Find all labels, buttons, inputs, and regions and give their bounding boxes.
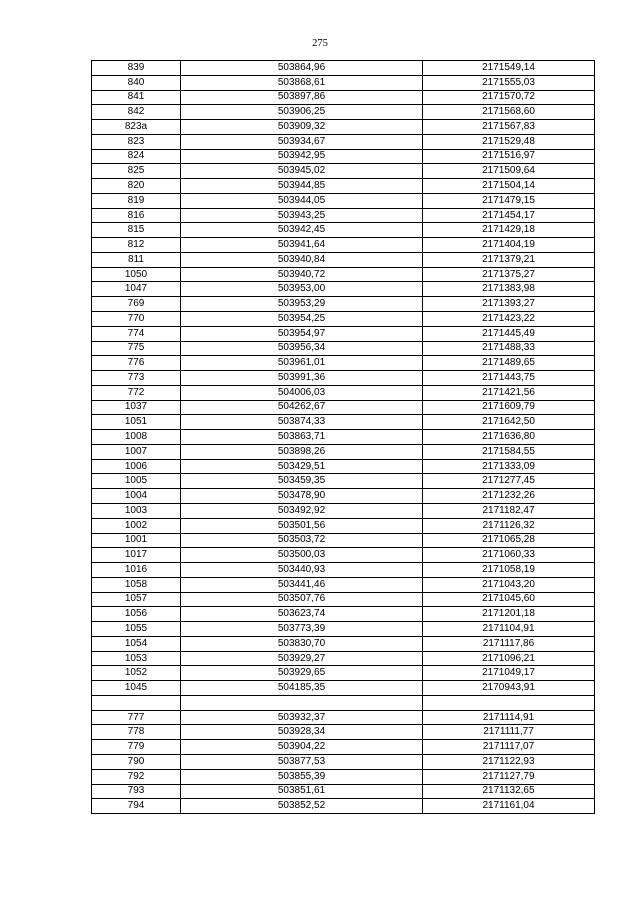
x-coordinate-cell: 503928,34 — [181, 725, 423, 740]
point-number-cell: 1017 — [92, 548, 181, 563]
y-coordinate-cell: 2171232,26 — [423, 489, 595, 504]
y-coordinate-cell: 2171516,97 — [423, 149, 595, 164]
table-row — [92, 503, 595, 518]
point-number-cell: 790 — [92, 754, 181, 769]
table-row — [92, 385, 595, 400]
x-coordinate-cell: 503954,97 — [181, 326, 423, 341]
point-number-cell: 775 — [92, 341, 181, 356]
x-coordinate-cell: 503944,05 — [181, 193, 423, 208]
point-number-cell: 1004 — [92, 489, 181, 504]
y-coordinate-cell: 2171479,15 — [423, 193, 595, 208]
x-coordinate-cell: 503929,27 — [181, 651, 423, 666]
x-coordinate-cell: 503945,02 — [181, 164, 423, 179]
y-coordinate-cell: 2171043,20 — [423, 577, 595, 592]
coordinates-table-body — [92, 61, 595, 814]
point-number-cell — [92, 695, 181, 710]
x-coordinate-cell: 503852,52 — [181, 799, 423, 814]
table-row — [92, 489, 595, 504]
x-coordinate-cell: 503851,61 — [181, 784, 423, 799]
x-coordinate-cell: 503441,46 — [181, 577, 423, 592]
x-coordinate-cell: 503868,61 — [181, 75, 423, 90]
y-coordinate-cell: 2171504,14 — [423, 179, 595, 194]
x-coordinate-cell: 503953,29 — [181, 297, 423, 312]
point-number-cell: 811 — [92, 252, 181, 267]
x-coordinate-cell: 503943,25 — [181, 208, 423, 223]
table-row — [92, 754, 595, 769]
table-row — [92, 518, 595, 533]
y-coordinate-cell: 2171045,60 — [423, 592, 595, 607]
point-number-cell: 823 — [92, 134, 181, 149]
point-number-cell: 1052 — [92, 666, 181, 681]
table-row — [92, 356, 595, 371]
y-coordinate-cell: 2171393,27 — [423, 297, 595, 312]
table-row — [92, 297, 595, 312]
table-row — [92, 341, 595, 356]
table-row — [92, 134, 595, 149]
x-coordinate-cell: 503897,86 — [181, 90, 423, 105]
point-number-cell: 820 — [92, 179, 181, 194]
y-coordinate-cell: 2171111,77 — [423, 725, 595, 740]
point-number-cell: 1053 — [92, 651, 181, 666]
y-coordinate-cell: 2171489,65 — [423, 356, 595, 371]
y-coordinate-cell: 2171404,19 — [423, 238, 595, 253]
table-row — [92, 740, 595, 755]
y-coordinate-cell: 2170943,91 — [423, 681, 595, 696]
x-coordinate-cell — [181, 695, 423, 710]
table-row — [92, 784, 595, 799]
x-coordinate-cell: 503500,03 — [181, 548, 423, 563]
table-row — [92, 105, 595, 120]
x-coordinate-cell: 503501,56 — [181, 518, 423, 533]
point-number-cell: 825 — [92, 164, 181, 179]
x-coordinate-cell: 503773,39 — [181, 622, 423, 637]
table-row — [92, 533, 595, 548]
page-number: 275 — [312, 38, 328, 49]
x-coordinate-cell: 503940,72 — [181, 267, 423, 282]
point-number-cell: 779 — [92, 740, 181, 755]
x-coordinate-cell: 503503,72 — [181, 533, 423, 548]
x-coordinate-cell: 504262,67 — [181, 400, 423, 415]
y-coordinate-cell: 2171117,07 — [423, 740, 595, 755]
table-row — [92, 459, 595, 474]
y-coordinate-cell: 2171096,21 — [423, 651, 595, 666]
x-coordinate-cell: 503830,70 — [181, 636, 423, 651]
point-number-cell: 812 — [92, 238, 181, 253]
x-coordinate-cell: 504185,35 — [181, 681, 423, 696]
y-coordinate-cell: 2171122,93 — [423, 754, 595, 769]
table-row — [92, 695, 595, 710]
table-row — [92, 326, 595, 341]
y-coordinate-cell: 2171117,86 — [423, 636, 595, 651]
x-coordinate-cell: 503944,85 — [181, 179, 423, 194]
table-row — [92, 725, 595, 740]
point-number-cell: 1054 — [92, 636, 181, 651]
x-coordinate-cell: 503855,39 — [181, 769, 423, 784]
x-coordinate-cell: 503623,74 — [181, 607, 423, 622]
y-coordinate-cell: 2171114,91 — [423, 710, 595, 725]
point-number-cell: 1008 — [92, 430, 181, 445]
point-number-cell: 777 — [92, 710, 181, 725]
table-row — [92, 179, 595, 194]
y-coordinate-cell: 2171201,18 — [423, 607, 595, 622]
y-coordinate-cell: 2171127,79 — [423, 769, 595, 784]
y-coordinate-cell: 2171379,21 — [423, 252, 595, 267]
point-number-cell: 1047 — [92, 282, 181, 297]
y-coordinate-cell: 2171065,28 — [423, 533, 595, 548]
y-coordinate-cell: 2171182,47 — [423, 503, 595, 518]
y-coordinate-cell: 2171549,14 — [423, 61, 595, 76]
point-number-cell: 840 — [92, 75, 181, 90]
y-coordinate-cell: 2171423,22 — [423, 312, 595, 327]
y-coordinate-cell: 2171443,75 — [423, 371, 595, 386]
x-coordinate-cell: 503440,93 — [181, 563, 423, 578]
y-coordinate-cell: 2171555,03 — [423, 75, 595, 90]
x-coordinate-cell: 503459,35 — [181, 474, 423, 489]
x-coordinate-cell: 503864,96 — [181, 61, 423, 76]
point-number-cell: 1055 — [92, 622, 181, 637]
point-number-cell: 1005 — [92, 474, 181, 489]
table-row — [92, 799, 595, 814]
y-coordinate-cell: 2171488,33 — [423, 341, 595, 356]
y-coordinate-cell: 2171429,18 — [423, 223, 595, 238]
y-coordinate-cell: 2171636,80 — [423, 430, 595, 445]
table-row — [92, 474, 595, 489]
point-number-cell: 778 — [92, 725, 181, 740]
x-coordinate-cell: 503961,01 — [181, 356, 423, 371]
y-coordinate-cell: 2171383,98 — [423, 282, 595, 297]
point-number-cell: 1057 — [92, 592, 181, 607]
table-row — [92, 267, 595, 282]
y-coordinate-cell: 2171375,27 — [423, 267, 595, 282]
table-row — [92, 223, 595, 238]
x-coordinate-cell: 503991,36 — [181, 371, 423, 386]
y-coordinate-cell: 2171509,64 — [423, 164, 595, 179]
y-coordinate-cell: 2171161,04 — [423, 799, 595, 814]
point-number-cell: 1002 — [92, 518, 181, 533]
x-coordinate-cell: 503904,22 — [181, 740, 423, 755]
y-coordinate-cell: 2171049,17 — [423, 666, 595, 681]
table-row — [92, 75, 595, 90]
table-row — [92, 563, 595, 578]
point-number-cell: 772 — [92, 385, 181, 400]
x-coordinate-cell: 503478,90 — [181, 489, 423, 504]
x-coordinate-cell: 503874,33 — [181, 415, 423, 430]
table-row — [92, 252, 595, 267]
point-number-cell: 774 — [92, 326, 181, 341]
y-coordinate-cell: 2171104,91 — [423, 622, 595, 637]
x-coordinate-cell: 503863,71 — [181, 430, 423, 445]
point-number-cell: 842 — [92, 105, 181, 120]
x-coordinate-cell: 503934,67 — [181, 134, 423, 149]
x-coordinate-cell: 503953,00 — [181, 282, 423, 297]
point-number-cell: 1058 — [92, 577, 181, 592]
table-row — [92, 636, 595, 651]
point-number-cell: 1051 — [92, 415, 181, 430]
table-row — [92, 592, 595, 607]
table-row — [92, 164, 595, 179]
x-coordinate-cell: 503942,95 — [181, 149, 423, 164]
y-coordinate-cell: 2171421,56 — [423, 385, 595, 400]
table-row — [92, 400, 595, 415]
table-row — [92, 651, 595, 666]
table-row — [92, 282, 595, 297]
table-row — [92, 61, 595, 76]
point-number-cell: 1045 — [92, 681, 181, 696]
table-row — [92, 607, 595, 622]
x-coordinate-cell: 503898,26 — [181, 444, 423, 459]
table-row — [92, 548, 595, 563]
point-number-cell: 823a — [92, 120, 181, 135]
point-number-cell: 819 — [92, 193, 181, 208]
point-number-cell: 1006 — [92, 459, 181, 474]
table-row — [92, 769, 595, 784]
point-number-cell: 1050 — [92, 267, 181, 282]
point-number-cell: 816 — [92, 208, 181, 223]
table-row — [92, 710, 595, 725]
table-row — [92, 371, 595, 386]
x-coordinate-cell: 503429,51 — [181, 459, 423, 474]
point-number-cell: 1007 — [92, 444, 181, 459]
x-coordinate-cell: 503507,76 — [181, 592, 423, 607]
point-number-cell: 841 — [92, 90, 181, 105]
table-row — [92, 312, 595, 327]
table-row — [92, 149, 595, 164]
y-coordinate-cell: 2171445,49 — [423, 326, 595, 341]
y-coordinate-cell: 2171058,19 — [423, 563, 595, 578]
x-coordinate-cell: 503909,32 — [181, 120, 423, 135]
point-number-cell: 776 — [92, 356, 181, 371]
y-coordinate-cell: 2171333,09 — [423, 459, 595, 474]
x-coordinate-cell: 503956,34 — [181, 341, 423, 356]
table-row — [92, 120, 595, 135]
table-row — [92, 622, 595, 637]
x-coordinate-cell: 503929,65 — [181, 666, 423, 681]
table-row — [92, 415, 595, 430]
point-number-cell: 1003 — [92, 503, 181, 518]
coordinates-table — [91, 60, 595, 814]
x-coordinate-cell: 503932,37 — [181, 710, 423, 725]
table-row — [92, 208, 595, 223]
x-coordinate-cell: 503906,25 — [181, 105, 423, 120]
y-coordinate-cell: 2171277,45 — [423, 474, 595, 489]
point-number-cell: 1037 — [92, 400, 181, 415]
y-coordinate-cell — [423, 695, 595, 710]
point-number-cell: 773 — [92, 371, 181, 386]
y-coordinate-cell: 2171132,65 — [423, 784, 595, 799]
point-number-cell: 770 — [92, 312, 181, 327]
point-number-cell: 1016 — [92, 563, 181, 578]
x-coordinate-cell: 503940,84 — [181, 252, 423, 267]
point-number-cell: 815 — [92, 223, 181, 238]
table-row — [92, 444, 595, 459]
table-row — [92, 666, 595, 681]
point-number-cell: 1056 — [92, 607, 181, 622]
point-number-cell: 769 — [92, 297, 181, 312]
point-number-cell: 1001 — [92, 533, 181, 548]
y-coordinate-cell: 2171454,17 — [423, 208, 595, 223]
x-coordinate-cell: 503877,53 — [181, 754, 423, 769]
y-coordinate-cell: 2171568,60 — [423, 105, 595, 120]
table-row — [92, 681, 595, 696]
point-number-cell: 824 — [92, 149, 181, 164]
table-row — [92, 238, 595, 253]
y-coordinate-cell: 2171060,33 — [423, 548, 595, 563]
x-coordinate-cell: 503941,64 — [181, 238, 423, 253]
point-number-cell: 794 — [92, 799, 181, 814]
table-row — [92, 577, 595, 592]
table-row — [92, 90, 595, 105]
table-row — [92, 430, 595, 445]
table-row — [92, 193, 595, 208]
y-coordinate-cell: 2171584,55 — [423, 444, 595, 459]
y-coordinate-cell: 2171126,32 — [423, 518, 595, 533]
y-coordinate-cell: 2171609,79 — [423, 400, 595, 415]
point-number-cell: 793 — [92, 784, 181, 799]
y-coordinate-cell: 2171642,50 — [423, 415, 595, 430]
y-coordinate-cell: 2171529,48 — [423, 134, 595, 149]
x-coordinate-cell: 503942,45 — [181, 223, 423, 238]
x-coordinate-cell: 503492,92 — [181, 503, 423, 518]
point-number-cell: 839 — [92, 61, 181, 76]
x-coordinate-cell: 504006,03 — [181, 385, 423, 400]
y-coordinate-cell: 2171567,83 — [423, 120, 595, 135]
x-coordinate-cell: 503954,25 — [181, 312, 423, 327]
point-number-cell: 792 — [92, 769, 181, 784]
y-coordinate-cell: 2171570,72 — [423, 90, 595, 105]
